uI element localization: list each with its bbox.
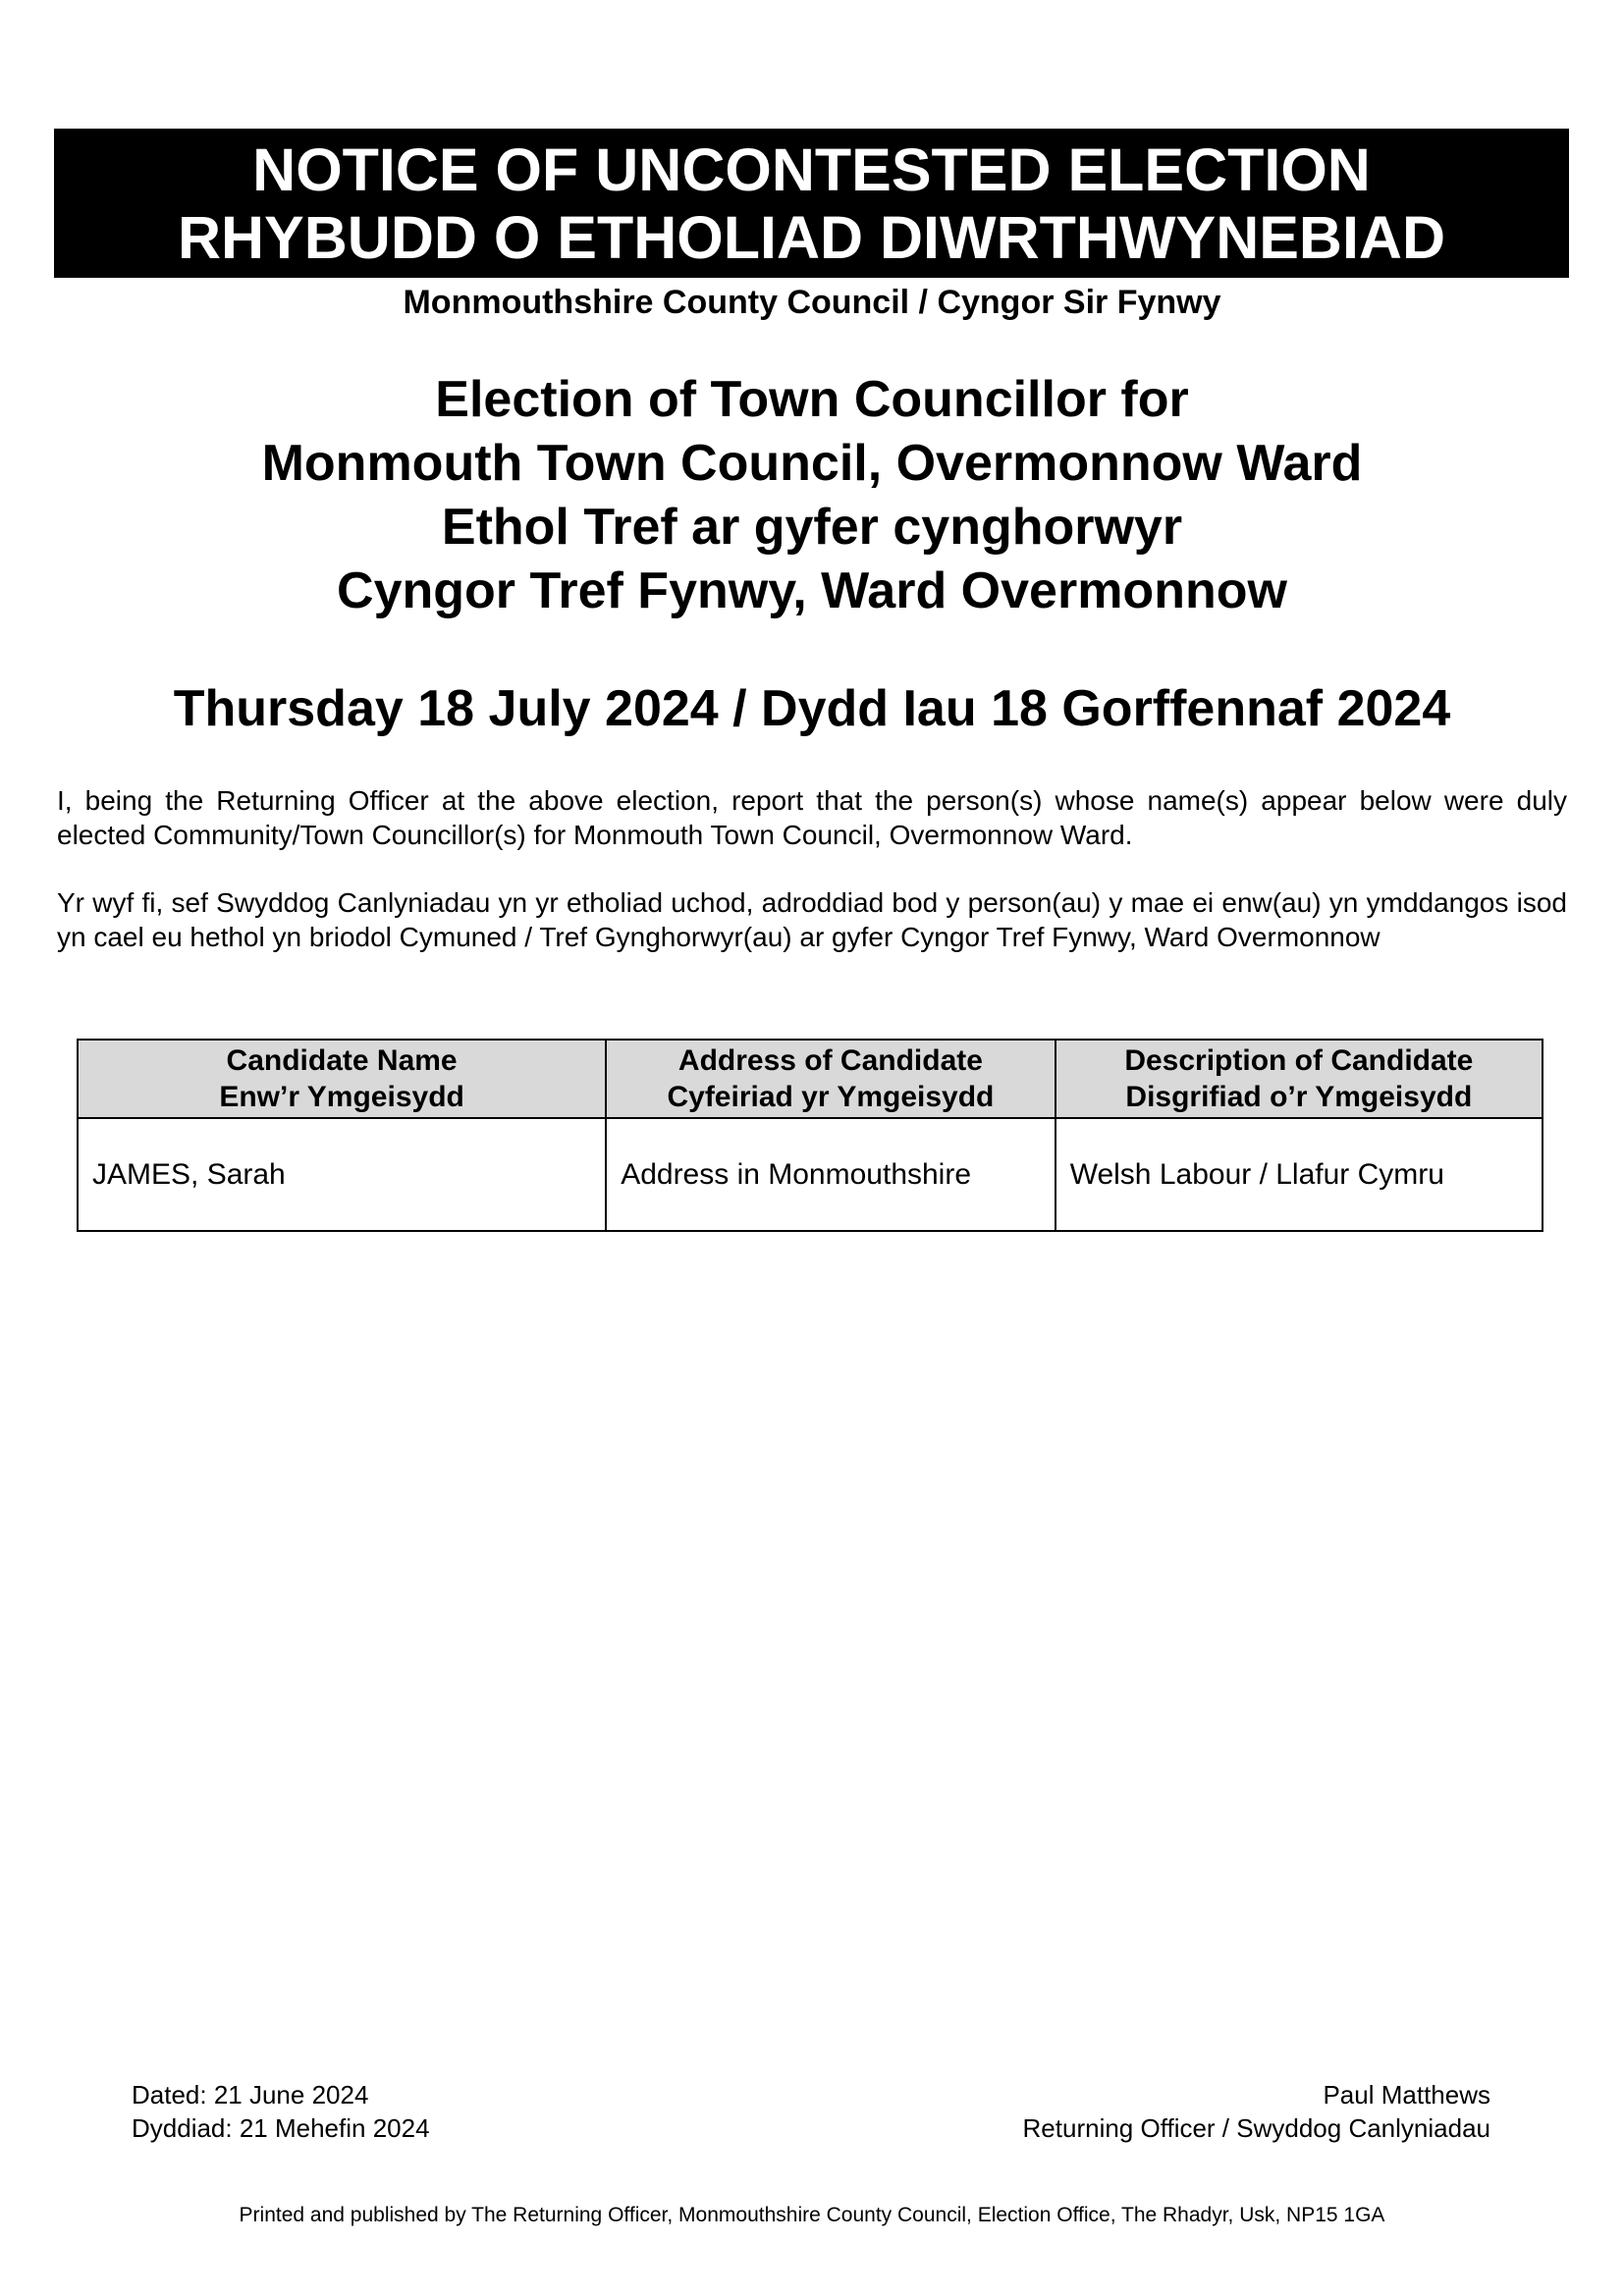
candidate-address-cell: Address in Monmouthshire — [606, 1118, 1056, 1231]
officer-title: Returning Officer / Swyddog Canlyniadau — [1022, 2113, 1490, 2143]
dated-english: Dated: 21 June 2024 — [132, 2080, 369, 2109]
header-candidate-name-english: Candidate Name — [226, 1044, 458, 1077]
header-candidate-name-welsh: Enw’r Ymgeisydd — [219, 1081, 464, 1113]
council-name: Monmouthshire County Council / Cyngor Sir Fynwy — [403, 284, 1221, 321]
election-title-line-4: Cyngor Tref Fynwy, Ward Overmonnow — [337, 562, 1287, 619]
officer-name: Paul Matthews — [1323, 2080, 1490, 2109]
header-candidate-name — [78, 1040, 606, 1118]
imprint: Printed and published by The Returning Officer, Monmouthshire County Council, Election Office, The Rhadyr, Usk, NP15 1GA — [239, 2204, 1385, 2226]
table-row — [78, 1118, 1543, 1231]
candidate-name-cell: JAMES, Sarah — [78, 1118, 606, 1231]
table-header-row — [78, 1040, 1543, 1118]
dated-block — [132, 2078, 430, 2145]
header-candidate-address-english: Address of Candidate — [677, 1044, 983, 1077]
candidates-table — [77, 1039, 1543, 1232]
dated-welsh: Dyddiad: 21 Mehefin 2024 — [132, 2113, 430, 2143]
election-title-line-1: Election of Town Councillor for — [435, 371, 1189, 428]
election-title-line-3: Ethol Tref ar gyfer cynghorwyr — [441, 499, 1183, 556]
header-candidate-description-english: Description of Candidate — [1124, 1044, 1474, 1077]
candidate-description-cell: Welsh Labour / Llafur Cymru — [1056, 1118, 1543, 1231]
header-candidate-address-welsh: Cyfeiriad yr Ymgeisydd — [667, 1081, 995, 1113]
notice-title-welsh: RHYBUDD O ETHOLIAD DIWRTHWYNEBIAD — [177, 204, 1446, 271]
header-candidate-description — [1056, 1040, 1543, 1118]
statement-welsh: Yr wyf fi, sef Swyddog Canlyniadau yn yr etholiad uchod, adroddiad bod y person(au) y mae ei enw(au) yn ymddangos isod yn cael eu hethol yn briodol Cymuned / Tref Gynghorwyr(au) ar gyfer Cyngor Tref Fynwy, Ward Overmonnow — [57, 887, 1567, 952]
header-candidate-address — [606, 1040, 1056, 1118]
election-title — [0, 368, 1624, 623]
notice-title-english: NOTICE OF UNCONTESTED ELECTION — [252, 136, 1371, 203]
election-title-line-2: Monmouth Town Council, Overmonnow Ward — [261, 435, 1363, 492]
header-candidate-description-welsh: Disgrifiad o’r Ymgeisydd — [1125, 1081, 1473, 1113]
returning-officer-block — [1023, 2078, 1490, 2145]
election-date: Thursday 18 July 2024 / Dydd Iau 18 Gorffennaf 2024 — [173, 680, 1451, 737]
statement-english: I, being the Returning Officer at the above election, report that the person(s) whose name(s) appear below were duly elected Community/Town Councillor(s) for Monmouth Town Council, Overmonnow Ward. — [57, 785, 1567, 850]
notice-banner — [54, 129, 1569, 278]
